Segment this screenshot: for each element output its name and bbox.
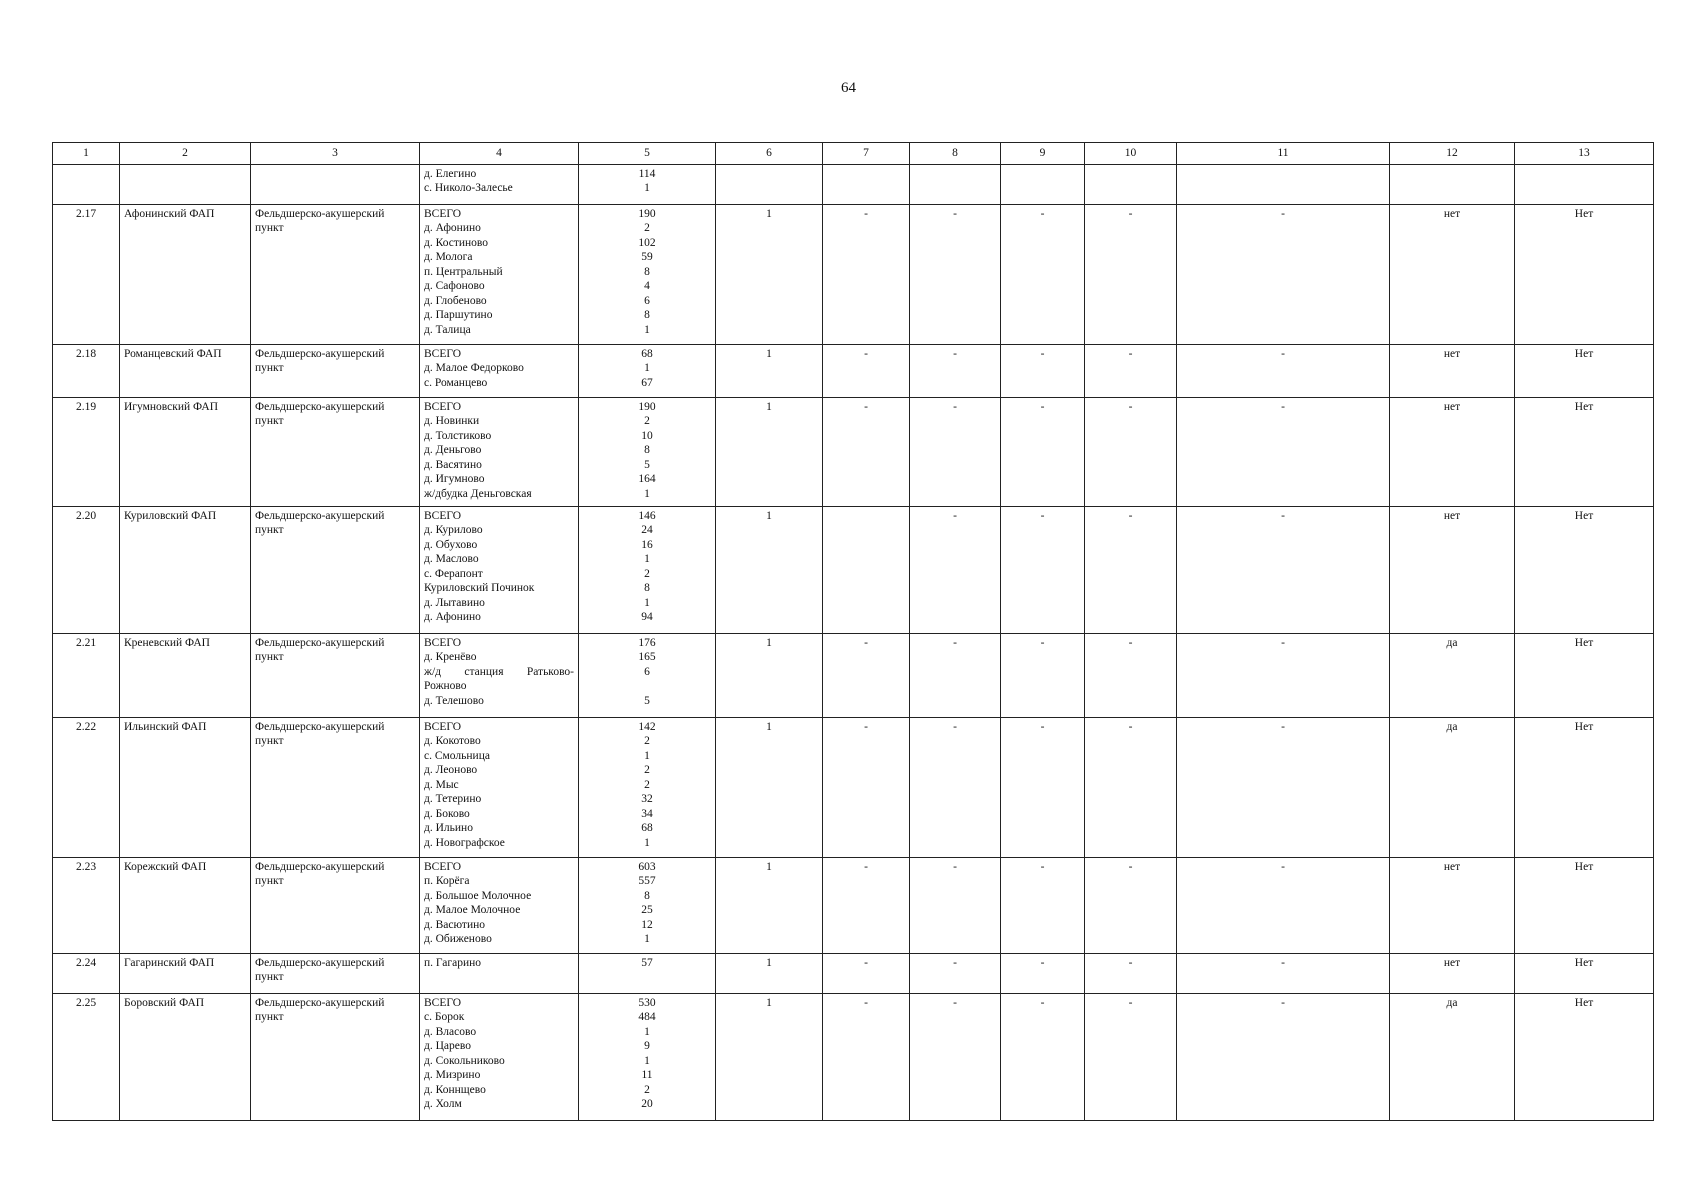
column-9-cell: - <box>1001 857 1085 953</box>
column-7-cell: - <box>823 397 910 506</box>
column-12-cell: да <box>1390 633 1515 717</box>
settlement-name: д. Обухово <box>424 538 478 551</box>
settlement-name: д. Елегино <box>424 167 477 180</box>
column-11-cell: - <box>1177 717 1390 857</box>
settlement-name: с. Николо-Залесье <box>424 182 513 194</box>
column-10-cell: - <box>1085 993 1177 1120</box>
settlement-name: д. Боково <box>424 807 470 820</box>
population-cell <box>579 397 716 506</box>
settlements-cell <box>420 717 579 857</box>
column-13-cell: Нет <box>1515 204 1654 344</box>
settlement-name: д. Толстиково <box>424 429 492 442</box>
settlement-name: Куриловский Починок <box>424 582 535 594</box>
population-count: 4 <box>644 280 650 292</box>
column-11-cell: - <box>1177 344 1390 397</box>
page-number: 64 <box>841 80 856 96</box>
facility-name-cell: Ильинский ФАП <box>120 717 251 857</box>
column-12-cell: нет <box>1390 397 1515 506</box>
population-count: 1 <box>644 596 650 609</box>
column-8-cell: - <box>910 506 1001 633</box>
column-8-cell: - <box>910 953 1001 993</box>
settlement-name: д. Новографское <box>424 836 505 849</box>
population-cell <box>579 953 716 993</box>
column-9-cell: - <box>1001 397 1085 506</box>
facility-type-cell: Фельдшерско-акушерский пункт <box>251 344 420 397</box>
population-count: 1 <box>644 553 650 565</box>
settlement-name: д. Лытавино <box>424 596 485 609</box>
column-12-cell: да <box>1390 717 1515 857</box>
settlement-name: д. Большое Молочное <box>424 889 532 902</box>
settlement-name: д. Ильино <box>424 822 473 834</box>
population-count: 16 <box>641 538 653 551</box>
column-13-cell: Нет <box>1515 993 1654 1120</box>
settlements-cell <box>420 993 579 1120</box>
facility-name-cell: Афонинский ФАП <box>120 204 251 344</box>
column-11-cell: - <box>1177 993 1390 1120</box>
population-count: 1 <box>644 933 650 945</box>
column-10-cell: - <box>1085 953 1177 993</box>
population-count: 146 <box>638 509 656 522</box>
column-6-cell: 1 <box>716 633 823 717</box>
population-cell <box>579 164 716 204</box>
column-header-7: 7 <box>823 143 910 165</box>
settlement-name: д. Царево <box>424 1040 471 1052</box>
column-13-cell: Нет <box>1515 857 1654 953</box>
population-count: 25 <box>641 904 653 916</box>
row-number-cell: 2.23 <box>53 857 120 953</box>
settlement-name: д. Кренёво <box>424 651 477 663</box>
settlement-name: д. Курилово <box>424 524 483 536</box>
row-number-cell: 2.19 <box>53 397 120 506</box>
column-6-cell: 1 <box>716 993 823 1120</box>
population-count: 59 <box>641 251 653 263</box>
population-cell <box>579 344 716 397</box>
column-header-9: 9 <box>1001 143 1085 165</box>
population-count: 12 <box>641 918 653 931</box>
column-9-cell: - <box>1001 993 1085 1120</box>
column-header-2: 2 <box>120 143 251 165</box>
row-number-cell <box>53 164 120 204</box>
column-7-cell: - <box>823 717 910 857</box>
facility-type-cell: Фельдшерско-акушерский пункт <box>251 506 420 633</box>
column-13-cell <box>1515 164 1654 204</box>
column-10-cell: - <box>1085 204 1177 344</box>
row-number-cell: 2.18 <box>53 344 120 397</box>
table-row <box>53 953 1654 993</box>
column-11-cell: - <box>1177 204 1390 344</box>
column-8-cell: - <box>910 344 1001 397</box>
column-6-cell: 1 <box>716 344 823 397</box>
column-8-cell: - <box>910 857 1001 953</box>
table-row <box>53 857 1654 953</box>
facility-name-cell <box>120 164 251 204</box>
settlement-name: д. Кокотово <box>424 735 481 747</box>
settlement-name: д. Холм <box>424 1098 462 1110</box>
settlement-name: д. Паршутино <box>424 309 493 321</box>
column-11-cell: - <box>1177 633 1390 717</box>
row-number-cell: 2.22 <box>53 717 120 857</box>
settlement-name: п. Центральный <box>424 265 503 278</box>
facility-type-cell: Фельдшерско-акушерский пункт <box>251 717 420 857</box>
column-7-cell: - <box>823 953 910 993</box>
population-count: 2 <box>644 222 650 234</box>
column-8-cell: - <box>910 397 1001 506</box>
population-count: 2 <box>644 764 650 776</box>
population-count: 557 <box>638 875 656 887</box>
row-number-cell: 2.17 <box>53 204 120 344</box>
population-count: 1 <box>644 1025 650 1038</box>
settlement-name: д. Новинки <box>424 415 480 427</box>
column-12-cell: нет <box>1390 506 1515 633</box>
column-10-cell: - <box>1085 344 1177 397</box>
settlement-name: д. Телешово <box>424 694 484 707</box>
row-number-cell: 2.20 <box>53 506 120 633</box>
settlements-cell <box>420 344 579 397</box>
row-number-cell: 2.21 <box>53 633 120 717</box>
column-7-cell: - <box>823 857 910 953</box>
population-count: 2 <box>644 415 650 427</box>
column-10-cell: - <box>1085 717 1177 857</box>
column-9-cell: - <box>1001 204 1085 344</box>
column-11-cell: - <box>1177 857 1390 953</box>
population-count: 34 <box>641 807 653 820</box>
column-header-10: 10 <box>1085 143 1177 165</box>
facility-type-cell: Фельдшерско-акушерский пункт <box>251 993 420 1120</box>
table-row <box>53 164 1654 204</box>
population-count: 8 <box>644 309 650 321</box>
population-count: 6 <box>644 665 650 678</box>
settlement-name: д. Сафоново <box>424 280 485 292</box>
population-cell <box>579 857 716 953</box>
column-7-cell: - <box>823 204 910 344</box>
settlement-name: ВСЕГО <box>424 207 462 220</box>
population-count: 8 <box>644 582 650 594</box>
column-6-cell: 1 <box>716 397 823 506</box>
population-count: 530 <box>638 996 656 1009</box>
settlements-cell <box>420 397 579 506</box>
facility-type-cell: Фельдшерско-акушерский пункт <box>251 204 420 344</box>
table-row <box>53 204 1654 344</box>
population-count: 11 <box>641 1069 653 1081</box>
column-6-cell: 1 <box>716 506 823 633</box>
settlement-name: д. Глобеново <box>424 294 487 307</box>
settlement-name: ВСЕГО <box>424 400 462 413</box>
population-count: 5 <box>644 458 650 471</box>
settlement-name: д. Мизрино <box>424 1069 481 1081</box>
column-7-cell <box>823 506 910 633</box>
population-count: 142 <box>638 720 656 733</box>
settlements-cell <box>420 857 579 953</box>
population-count: 32 <box>641 793 653 805</box>
settlements-cell <box>420 164 579 204</box>
population-count: 6 <box>644 294 650 307</box>
settlement-name: ВСЕГО <box>424 636 462 649</box>
column-8-cell: - <box>910 993 1001 1120</box>
settlement-name: ВСЕГО <box>424 347 462 360</box>
facility-type-cell: Фельдшерско-акушерский пункт <box>251 397 420 506</box>
population-count: 8 <box>644 444 650 456</box>
table-row <box>53 633 1654 717</box>
settlement-name: ВСЕГО <box>424 720 462 733</box>
table-row <box>53 506 1654 633</box>
facility-type-cell <box>251 164 420 204</box>
column-9-cell <box>1001 164 1085 204</box>
column-9-cell: - <box>1001 506 1085 633</box>
column-8-cell: - <box>910 717 1001 857</box>
population-count: 5 <box>644 694 650 707</box>
population-cell <box>579 993 716 1120</box>
population-count: 24 <box>641 524 653 536</box>
settlement-name: ВСЕГО <box>424 860 462 873</box>
column-13-cell: Нет <box>1515 953 1654 993</box>
column-6-cell <box>716 164 823 204</box>
column-6-cell: 1 <box>716 717 823 857</box>
column-7-cell: - <box>823 633 910 717</box>
population-count: 164 <box>638 473 656 485</box>
settlement-name: д. Маслово <box>424 553 479 565</box>
population-count: 114 <box>638 167 656 180</box>
settlement-name: с. Романцево <box>424 376 488 389</box>
column-7-cell: - <box>823 344 910 397</box>
settlement-name: д. Леоново <box>424 764 478 776</box>
settlements-cell <box>420 204 579 344</box>
column-12-cell: нет <box>1390 204 1515 344</box>
population-count: 20 <box>641 1098 653 1110</box>
column-11-cell: - <box>1177 953 1390 993</box>
settlement-name: д. Власово <box>424 1025 477 1038</box>
column-header-5: 5 <box>579 143 716 165</box>
column-13-cell: Нет <box>1515 506 1654 633</box>
population-count: 9 <box>644 1040 650 1052</box>
header-row <box>53 143 1654 165</box>
facility-type-cell: Фельдшерско-акушерский пункт <box>251 953 420 993</box>
settlement-name: п. Гагарино <box>424 956 482 969</box>
population-count: 1 <box>644 749 650 762</box>
population-count: 68 <box>641 822 653 834</box>
population-count <box>583 679 711 694</box>
column-13-cell: Нет <box>1515 397 1654 506</box>
column-13-cell: Нет <box>1515 717 1654 857</box>
column-12-cell <box>1390 164 1515 204</box>
column-9-cell: - <box>1001 717 1085 857</box>
column-10-cell: - <box>1085 857 1177 953</box>
settlement-name: д. Афонино <box>424 222 481 234</box>
settlement-name: ж/дбудка Деньговская <box>424 487 532 500</box>
column-11-cell: - <box>1177 397 1390 506</box>
column-8-cell: - <box>910 204 1001 344</box>
population-cell <box>579 204 716 344</box>
settlement-name: д. Тетерино <box>424 793 482 805</box>
settlement-name: д. Сокольниково <box>424 1054 505 1067</box>
population-count: 2 <box>644 778 650 791</box>
settlements-cell <box>420 506 579 633</box>
settlement-name: д. Коннщево <box>424 1083 486 1096</box>
facility-name-cell: Боровский ФАП <box>120 993 251 1120</box>
population-count: 8 <box>644 889 650 902</box>
settlements-cell <box>420 633 579 717</box>
column-10-cell: - <box>1085 506 1177 633</box>
population-count: 603 <box>638 860 656 873</box>
column-header-11: 11 <box>1177 143 1390 165</box>
population-count: 165 <box>638 651 656 663</box>
settlement-name: д. Мыс <box>424 778 459 791</box>
column-header-3: 3 <box>251 143 420 165</box>
population-cell <box>579 717 716 857</box>
settlement-name: д. Обиженово <box>424 933 492 945</box>
population-count: 1 <box>644 836 650 849</box>
population-count: 10 <box>641 429 653 442</box>
population-count: 1 <box>644 1054 650 1067</box>
facility-name-cell: Гагаринский ФАП <box>120 953 251 993</box>
settlement-name: д. Молога <box>424 251 473 263</box>
column-11-cell: - <box>1177 506 1390 633</box>
column-8-cell <box>910 164 1001 204</box>
column-12-cell: нет <box>1390 953 1515 993</box>
table-row <box>53 344 1654 397</box>
column-10-cell: - <box>1085 397 1177 506</box>
settlement-name: д. Игумново <box>424 473 485 485</box>
column-6-cell: 1 <box>716 953 823 993</box>
column-9-cell: - <box>1001 633 1085 717</box>
population-count: 190 <box>638 400 656 413</box>
settlement-name: д. Деньгово <box>424 444 482 456</box>
column-header-1: 1 <box>53 143 120 165</box>
population-count: 176 <box>638 636 656 649</box>
settlement-name: с. Смольница <box>424 749 490 762</box>
settlement-name: д. Костиново <box>424 236 489 249</box>
population-count: 68 <box>641 347 653 360</box>
column-12-cell: нет <box>1390 344 1515 397</box>
table-row <box>53 397 1654 506</box>
column-12-cell: да <box>1390 993 1515 1120</box>
settlement-name: д. Васятино <box>424 458 482 471</box>
facility-name-cell: Креневский ФАП <box>120 633 251 717</box>
population-cell <box>579 506 716 633</box>
population-count: 2 <box>644 1083 650 1096</box>
settlement-name: с. Ферапонт <box>424 567 483 580</box>
settlement-name: д. Афонино <box>424 611 481 623</box>
settlement-name: с. Борок <box>424 1011 465 1023</box>
column-10-cell: - <box>1085 633 1177 717</box>
settlements-cell <box>420 953 579 993</box>
column-header-4: 4 <box>420 143 579 165</box>
population-count: 1 <box>644 362 650 374</box>
table-body <box>53 164 1654 1120</box>
facility-name-cell: Корежский ФАП <box>120 857 251 953</box>
row-number-cell: 2.24 <box>53 953 120 993</box>
facility-name-cell: Игумновский ФАП <box>120 397 251 506</box>
population-cell <box>579 633 716 717</box>
settlement-name: п. Корёга <box>424 875 470 887</box>
column-12-cell: нет <box>1390 857 1515 953</box>
settlement-name: ВСЕГО <box>424 509 462 522</box>
column-7-cell: - <box>823 993 910 1120</box>
facility-name-cell: Романцевский ФАП <box>120 344 251 397</box>
settlement-name: д. Малое Федорково <box>424 362 524 374</box>
population-count: 8 <box>644 265 650 278</box>
population-count: 190 <box>638 207 656 220</box>
settlement-name: ж/д станция Ратьково-Рожново <box>424 665 574 692</box>
column-6-cell: 1 <box>716 204 823 344</box>
row-number-cell: 2.25 <box>53 993 120 1120</box>
column-10-cell <box>1085 164 1177 204</box>
column-6-cell: 1 <box>716 857 823 953</box>
column-7-cell <box>823 164 910 204</box>
column-header-13: 13 <box>1515 143 1654 165</box>
column-8-cell: - <box>910 633 1001 717</box>
column-header-12: 12 <box>1390 143 1515 165</box>
column-13-cell: Нет <box>1515 633 1654 717</box>
settlement-name: д. Талица <box>424 323 471 336</box>
population-count: 484 <box>638 1011 656 1023</box>
population-count: 1 <box>644 182 650 194</box>
population-count: 2 <box>644 567 650 580</box>
column-9-cell: - <box>1001 953 1085 993</box>
settlement-name: д. Васютино <box>424 918 486 931</box>
population-count: 102 <box>638 236 656 249</box>
population-count: 1 <box>644 487 650 500</box>
column-header-8: 8 <box>910 143 1001 165</box>
column-header-6: 6 <box>716 143 823 165</box>
facility-name-cell: Куриловский ФАП <box>120 506 251 633</box>
settlement-name: ВСЕГО <box>424 996 462 1009</box>
population-count: 94 <box>641 611 653 623</box>
registry-table <box>52 142 1654 1121</box>
table-row <box>53 717 1654 857</box>
column-9-cell: - <box>1001 344 1085 397</box>
column-11-cell <box>1177 164 1390 204</box>
table-row <box>53 993 1654 1120</box>
settlement-name: д. Малое Молочное <box>424 904 521 916</box>
population-count: 1 <box>644 323 650 336</box>
facility-type-cell: Фельдшерско-акушерский пункт <box>251 857 420 953</box>
population-count: 57 <box>641 956 653 969</box>
population-count: 67 <box>641 376 653 389</box>
facility-type-cell: Фельдшерско-акушерский пункт <box>251 633 420 717</box>
column-13-cell: Нет <box>1515 344 1654 397</box>
population-count: 2 <box>644 735 650 747</box>
